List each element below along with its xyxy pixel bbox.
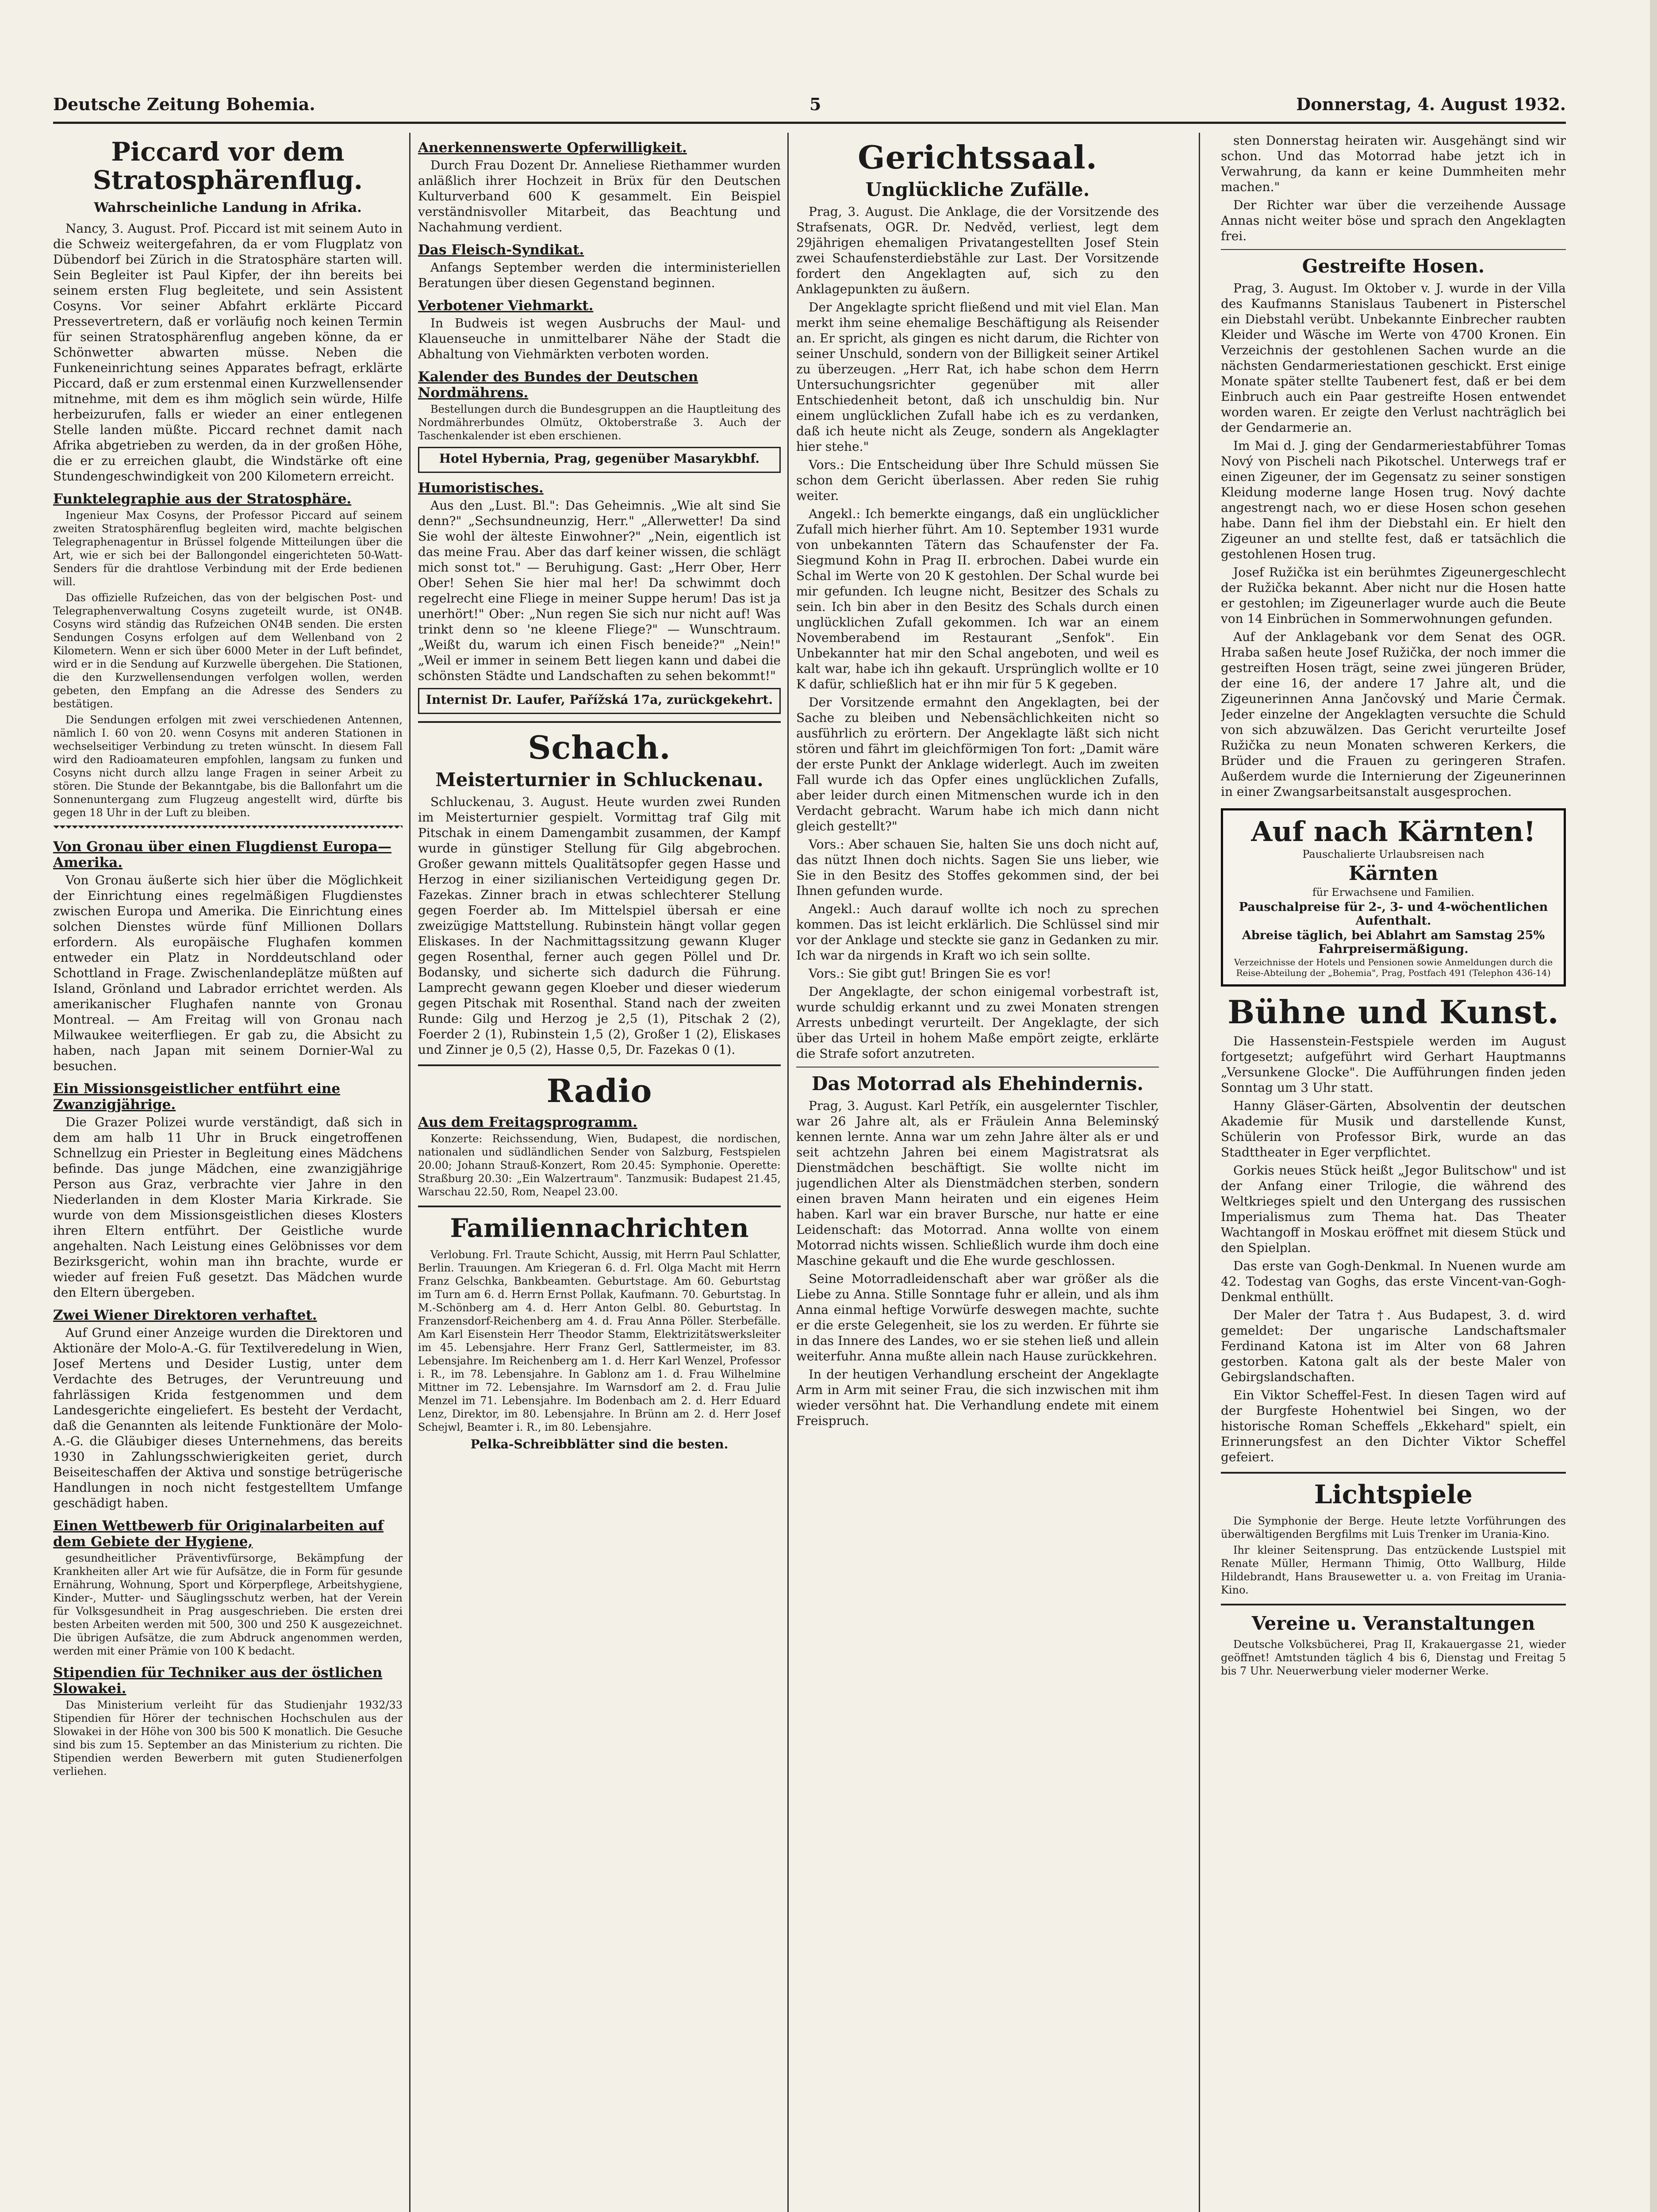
article-text: Prag, 3. August. Im Oktober v. J. wurde in der Villa des Kaufmanns Stanislaus Taubenert in Pisterschel ein Diebstahl verübt. Unbekannte Einbrecher raubten Kleider und Wäsche im Werte von 4700 Kronen. Ein Verzeichnis der gestohlenen Sachen wurde an die nächsten Gendarmeriestationen geschickt. Erst einige Monate später stellte Taubenert fest, daß er bei dem Einbruch auch ein Paar gestreifte Hosen entwendet worden waren. Er zeigte den Verlust nachträglich bei der Gendarmerie an. bbox=[1221, 281, 1566, 435]
article-text: Auf der Anklagebank vor dem Senat des OGR. Hraba saßen heute Josef Ružička, der noch immer die gestreiften Hosen trägt, seine zwei jüngeren Brüder, der eine 16, der andere 17 Jahre alt, und die Zigeunerinnen Anna Jančovský und Marie Čermak. Jeder einzelne der Angeklagten versuchte die Schuld von sich abzuwälzen. Das Gericht verurteilte Josef Ružička zu neun Monaten schweren Kerkers, die Brüder und die Frauen zu geringeren Strafen. Außerdem wurde die Internierung der Zigeunerinnen in einer Zwangsarbeitsanstalt ausgesprochen. bbox=[1221, 630, 1566, 799]
issue-date: Donnerstag, 4. August 1932. bbox=[1296, 94, 1566, 114]
article-text: Aus den „Lust. Bl.": Das Geheimnis. „Wie alt sind Sie denn?" „Sechsundneunzig, Herr." „Allerwetter! Da sind Sie wohl der älteste Einwohner?" „Nein, eigentlich ist das meine Frau. Aber das darf keiner wissen, die schlägt mich sonst tot." — Beruhigung. Gast: „Herr Ober, Herr Ober! Sehen Sie hier mal her! Da schwimmt doch regelrecht eine Fliege in meiner Suppe herum! Das ist ja unerhört!" Ober: „Nun regen Sie sich nur nicht auf! Was trinkt denn so 'ne kleene Fliege?" — Wunschtraum. „Weißt du, warum ich einen Fisch beneide?" „Nein!" „Weil er immer in seinem Bett liegen kann und dabei die schönsten Städte und Landschaften zu sehen bekommt!" bbox=[418, 498, 781, 683]
article-text: Verlobung. Frl. Traute Schicht, Aussig, mit Herrn Paul Schlatter, Berlin. Trauungen. Am Kriegeran 6. d. Frl. Olga Macht mit Herrn Franz Gelschka, Bankbeamten. Geburtstage. Am 60. Geburtstag im Turn am 6. d. Herrn Ernst Pollak, Kaufmann. 70. Geburtstag. In M.-Schönberg am 4. d. Herr Anton Gelbl. 80. Geburtstag. In Franzensdorf-Reichenberg am 4. d. Frau Anna Pöller. Sterbefälle. Am Karl Eisenstein Herr Theodor Stamm, Elektrizitätswerksleiter im 45. Lebensjahre. Herr Franz Gerl, Sattlermeister, im 83. Lebensjahre. Im Reichenberg am 1. d. Herr Karl Wenzel, Professor i. R., im 78. Lebensjahre. In Gablonz am 1. d. Frau Wilhelmine Mittner im 72. Lebensjahre. Im Warnsdorf am 2. d. Frau Julie Menzel im 71. Lebensjahre. Im Bodenbach am 2. d. Herr Eduard Lenz, Direktor, im 80. Lebensjahre. In Brünn am 2. d. Herr Josef Schejwl, Beamter i. R., im 80. Lebensjahre. bbox=[418, 1248, 781, 1433]
article-text: Prag, 3. August. Die Anklage, die der Vorsitzende des Strafsenats, OGR. Dr. Nedvěd, verliest, legt dem 29jährigen ehemaligen Privatangestellten Josef Stein zwei Schaufensterdiebstähle zur Last. Der Vorsitzende fordert den Angeklagten auf, sich zu den Anklagepunkten zu äußern. bbox=[796, 204, 1159, 296]
article-text: Vors.: Sie gibt gut! Bringen Sie es vor! bbox=[809, 966, 1051, 981]
advertisement bbox=[418, 447, 781, 473]
section-title-lichtspiele: Lichtspiele bbox=[1314, 1479, 1473, 1509]
article-text: Die Sendungen erfolgen mit zwei verschiedenen Antennen, nämlich I. 60 von 20. wenn Cosyns mit anderen Stationen in wechselseitiger Verbindung zu treten wünscht. In diesem Fall wird den Radioamateuren empfohlen, langsam zu funken und Cosyns nicht durch allzu lange Fragen in seiner Arbeit zu stören. Die Stunde der Bekanntgabe, bis die Ballonfahrt um die Sonnenuntergang zum Flugzeug angestellt wird, dürfte bis gegen 18 Uhr in der Luft zu bleiben. bbox=[53, 713, 403, 819]
article-text: Von Gronau äußerte sich hier über die Möglichkeit der Einrichtung eines regelmäßigen Flugdienstes zwischen Europa und Amerika. Die Einrichtung eines solchen Dienstes würde fünf Millionen Dollars erfordern. Als europäische Flughafen kommen entweder ein Platz in Norddeutschland oder Schottland in Frage. Zwischenlandeplätze müßten auf Island, Grönland und Labrador errichtet werden. Als amerikanischer Flughafen nannte von Gronau Montreal. — Am Freitag will von Gronau nach Milwaukee weiterfliegen. Er gab zu, die Absicht zu haben, nach Japan mit seinem Dornier-Wal zu besuchen. bbox=[53, 872, 403, 1073]
article-text: Der Maler der Tatra †. Aus Budapest, 3. d. wird gemeldet: Der ungarische Landschaftsmaler Ferdinand Katona ist im Alter von 68 Jahren gestorben. Katona galt als der beste Maler von Gebirgslandschaften. bbox=[1221, 1307, 1566, 1384]
advertisement-kaernten bbox=[1221, 808, 1566, 987]
section-rule bbox=[1221, 1604, 1566, 1605]
section-heading: Gestreifte Hosen. bbox=[1302, 255, 1485, 277]
subheadline: Wahrscheinliche Landung in Afrika. bbox=[94, 200, 362, 215]
section-heading: Zwei Wiener Direktoren verhaftet. bbox=[53, 1307, 317, 1323]
article-text: Josef Ružička ist ein berühmtes Zigeunergeschlecht der Ružička bekannt. Aber nicht nur die Hosen hatte er gestohlen; im Zigeunerlager wurde auch die Beute von 14 Einbrüchen in Sommerwohnungen gefunden. bbox=[1221, 565, 1566, 626]
article-text: Der Richter war über die verzeihende Aussage Annas nicht weiter böse und sprach den Angeklagten frei. bbox=[1221, 198, 1566, 243]
section-heading: Verbotener Viehmarkt. bbox=[418, 298, 594, 314]
section-heading: Unglückliche Zufälle. bbox=[865, 178, 1090, 200]
article-text: Seine Motorradleidenschaft aber war größer als die Liebe zu Anna. Stille Sonntage fuhr er allein, und als ihm Anna einmal heftige Vorwürfe deswegen machte, suchte er die erste Gelegenheit, sie los zu werden. Er führte sie in das Innere des Landes, wo er sie stehen ließ und allein weiterfuhr. Anna mußte allein nach Hause zurückkehren. bbox=[796, 1271, 1159, 1363]
section-title-family: Familiennachrichten bbox=[450, 1213, 749, 1244]
ad-text: Internist Dr. Laufer, Pařížská 17a, zurückgekehrt. bbox=[426, 692, 773, 707]
article-text: sten Donnerstag heiraten wir. Ausgehängt sind wir schon. Und das Motorrad habe jetzt ich in Verwahrung, da kann er keine Dummheiten mehr machen." bbox=[1221, 133, 1566, 194]
article-text: Anfangs September werden die interministeriellen Beratungen über diesen Gegenstand beginnen. bbox=[418, 260, 781, 290]
section-heading: Das Motorrad als Ehehindernis. bbox=[812, 1072, 1143, 1094]
article-text: Ein Viktor Scheffel-Fest. In diesen Tagen wird auf der Burgfeste Hohentwiel bei Singen, wo der historische Roman Scheffels „Ekkehard" spielt, ein Erinnerungsfest an den Dichter Viktor Scheffel gefeiert. bbox=[1221, 1387, 1566, 1464]
ad-fineprint: Verzeichnisse der Hotels und Pensionen sowie Anmeldungen durch die Reise-Abteilung der „Bohemia", Prag, Postfach 491 (Telephon 436-14) bbox=[1234, 957, 1553, 979]
article-text: Vors.: Die Entscheidung über Ihre Schuld müssen Sie schon dem Gericht überlassen. Aber reden Sie ruhig weiter. bbox=[796, 457, 1159, 503]
section-heading: Ein Missionsgeistlicher entführt eine Zwanzigjährige. bbox=[53, 1080, 341, 1113]
article-text: Prag, 3. August. Karl Petřík, ein ausgelernter Tischler, war 26 Jahre alt, als er Fräulein Anna Beleminský kennen lernte. Anna war um zehn Jahre älter als er und seit achtzehn Jahren bei einem Magistratsrat als Dienstmädchen beschäftigt. Sie wollte nicht im jugendlichen Alter als Dienstmädchen sterben, sondern einen braven Mann heiraten und ein eigenes Heim haben. Karl war ein braver Bursche, nur hatte er eine Leidenschaft: das Motorrad. Anna wollte von einem Motorrad nichts wissen. Schließlich wurde ihm doch eine Maschine gekauft und die Ehe wurde geschlossen. bbox=[796, 1098, 1159, 1268]
article-text: Ingenieur Max Cosyns, der Professor Piccard auf seinem zweiten Stratosphärenflug begleiten wird, machte belgischen Telegraphenagentur in Brüssel folgende Mitteilungen über die Art, wie er sich bei der Ballongondel eingerichteten 50-Watt-Senders für die drahtlose Verbindung mit der Erde bedienen will. bbox=[53, 509, 403, 588]
article-text: Der Angeklagte, der schon einigemal vorbestraft ist, wurde schuldig erkannt und zu zwei Monaten strengen Arrests unbedingt verurteilt. Der Angeklagte, der sich über das Urteil in hohem Maße empört zeigte, erklärte die Strafe sofort anzutreten. bbox=[796, 984, 1159, 1061]
article-text: Das erste van Gogh-Denkmal. In Nuenen wurde am 42. Todestag van Goghs, das erste Vincent-van-Gogh-Denkmal enthüllt. bbox=[1221, 1258, 1566, 1304]
article-text: Nancy, 3. August. Prof. Piccard ist mit seinem Auto in die Schweiz weitergefahren, da er vom Flugplatz von Dübendorf bei Zürich in die Stratosphäre starten will. Sein Begleiter ist Paul Kipfer, der ihn bereits bei seinem ersten Flug begleitete, und sein Assistent Cosyns. Vor seiner Abfahrt erklärte Piccard Pressevertretern, daß er vorläufig noch keinen Termin für seinen Stratosphärenflug angeben könne, da er Schönwetter abwarten müsse. Neben die Funkeneinrichtung seines Apparates befragt, erklärte Piccard, daß er zum erstenmal einen Kurzwellensender mitnehme, mit dem es ihm möglich sein würde, Hilfe herbeizurufen, falls er wieder an einer entlegenen Stelle landen müßte. Piccard rechnet damit nach Afrika abgetrieben zu werden, da in der großen Höhe, die er zu erreichen glaubt, die Windstärke oft eine Stundengeschwindigkeit von 200 Kilometern erreicht. bbox=[53, 221, 403, 484]
section-heading: Stipendien für Techniker aus der östlichen Slowakei. bbox=[53, 1664, 383, 1697]
decorative-divider bbox=[53, 826, 403, 832]
article-text: Schluckenau, 3. August. Heute wurden zwei Runden im Meisterturnier gespielt. Vormittag traf Gilg mit Pitschak in einem Damengambit zusammen, der Kampf wurde in günstiger Stellung für Gilg abgebrochen. Großer gewann mittels Qualitätsopfer gegen Hasse und Herzog in einer sizilianischen Verteidigung gegen Dr. Fazekas. Zinner brach in etwas schlechterer Stellung gegen Foerder ab. Im Mittelspiel übersah er eine zweizügige Mattstellung. Rubinstein hängt vollar gegen Eliskases. In der Nachmittagssitzung gewann Kluger gegen Rosenthal, ferner auch gegen Pöllel und Dr. Bodansky, und sicherte sich dadurch die Führung. Lamprecht gewann gegen Kloeber und dieser wiederum gegen Pitschak mit Rosenthal. Stand nach der zweiten Runde: Gilg und Herzog je 2,5 (1), Pitschak 2 (2), Foerder 2 (1), Rubinstein 1,5 (2), Großer 1 (2), Eliskases und Zinner je 0,5 (2), Hasse 0,5, Dr. Fazekas 0 (1). bbox=[418, 794, 781, 1057]
section-rule bbox=[418, 1064, 781, 1066]
article-text: Im Mai d. J. ging der Gendarmeriestabführer Tomas Nový von Pischeli nach Pikotschel. Unterwegs traf er einen Zigeuner, der im Gegensatz zu seiner sonstigen Kleidung moderne lange Hosen trug. Nový dachte angestrengt nach, wo er diese Hosen schon gesehen habe. Dann fiel ihm der Diebstahl ein. Er hielt den Zigeuner an und stellte fest, daß er tatsächlich die gestohlenen Hosen trug. bbox=[1221, 438, 1566, 561]
article-text: Das Ministerium verleiht für das Studienjahr 1932/33 Stipendien für Hörer der technischen Hochschulen aus der Slowakei in der Höhe von 300 bis 500 K monatlich. Die Gesuche sind bis zum 15. September an das Ministerium zu richten. Die Stipendien werden Bewerbern mit guten Studienerfolgen verliehen. bbox=[53, 1698, 403, 1778]
article-text: In der heutigen Verhandlung erscheint der Angeklagte Arm in Arm mit seiner Frau, die sich inzwischen mit ihm wieder versöhnt hat. Die Verhandlung endete mit einem Freispruch. bbox=[796, 1367, 1159, 1428]
closing-line: Pelka-Schreibblätter sind die besten. bbox=[470, 1436, 729, 1452]
section-heading: Von Gronau über einen Flugdienst Europa—Amerika. bbox=[53, 838, 392, 871]
section-heading: Funktelegraphie aus der Stratosphäre. bbox=[53, 491, 352, 507]
ad-text: Hotel Hybernia, Prag, gegenüber Masarykbhf. bbox=[439, 451, 760, 466]
section-title-schach: Schach. bbox=[528, 729, 671, 766]
column-3 bbox=[796, 133, 1159, 2212]
article-text: Angekl.: Auch darauf wollte ich noch zu sprechen kommen. Das ist leicht erklärlich. Die Schlüssel sind mir vor der Anklage und steckte sie ganz in Gedanken zu mir. Ich war da nirgends in Kraft wo ich sein sollte. bbox=[796, 901, 1159, 963]
article-text: Der Vorsitzende ermahnt den Angeklagten, bei der Sache zu bleiben und Nebensächlichkeiten nicht so ausführlich zu erörtern. Der Angeklagte läßt sich nicht stören und fährt im gleichförmigen Ton fort: „Damit wäre der erste Punkt der Anklage widerlegt. Auch im zweiten Fall wurde ich das Opfer eines unglücklichen Zufalls, aber leider durch einen Mitmenschen wurde ich in den Verdacht gebracht. Warum habe ich mich dann nicht gleich gestellt?" bbox=[796, 695, 1159, 833]
article-text: Auf Grund einer Anzeige wurden die Direktoren und Aktionäre der Molo-A.-G. für Textilveredelung in Wien, Josef Mertens und Desider Lustig, unter dem Verdachte des Betruges, der Veruntreuung und fahrlässigen Krida festgenommen und dem Landesgerichte eingeliefert. Es besteht der Verdacht, daß die Genannten als leitende Funktionäre der Molo-A.-G. die Gläubiger dieses Unternehmens, das bereits 1930 in Zahlungsschwierigkeiten geriet, durch Beiseiteschaffen der Aktiva und sonstige betrügerische Handlungen in noch nicht festgestelltem Umfange geschädigt haben. bbox=[53, 1325, 403, 1510]
section-heading: Anerkennenswerte Opferwilligkeit. bbox=[418, 140, 687, 156]
article-text: Die Grazer Polizei wurde verständigt, daß sich in dem am halb 11 Uhr in Bruck eingetroffenen Schnellzug ein Priester in Begleitung eines Mädchens befinde. Das junge Mädchen, eine zwanzigjährige Person aus Graz, verbrachte vier Jahre in den Niederlanden in dem Kloster Maria Kirkrade. Sie wurde von dem Missionsgeistlichen dieses Klosters ihren Eltern entführt. Der Geistliche wurde angehalten. Nach Leistung eines Gelöbnisses vor dem Bezirksgericht, wohin man ihn brachte, wurde er wieder auf freien Fuß gesetzt. Das Mädchen wurde den Eltern übergeben. bbox=[53, 1114, 403, 1300]
article-text: Vors.: Aber schauen Sie, halten Sie uns doch nicht auf, das nützt Ihnen doch nichts. Sagen Sie uns lieber, wie Sie in den Besitz des Stoffes gekommen sind, der bei Ihnen gefunden wurde. bbox=[796, 837, 1159, 898]
article-text: Ihr kleiner Seitensprung. Das entzückende Lustspiel mit Renate Müller, Hermann Thimig, Otto Wallburg, Hilde Hildebrandt, Hans Brausewetter u. a. von Freitag im Urania-Kino. bbox=[1221, 1544, 1566, 1596]
advertisement bbox=[418, 688, 781, 714]
column-divider bbox=[787, 133, 789, 2212]
headline-piccard: Piccard vor dem Stratosphärenflug. bbox=[93, 137, 363, 195]
column-2 bbox=[418, 133, 781, 2212]
ad-line: für Erwachsene und Familien. bbox=[1312, 886, 1475, 899]
ad-title: Auf nach Kärnten! bbox=[1251, 815, 1536, 848]
section-rule bbox=[418, 1206, 781, 1207]
section-title-radio: Radio bbox=[546, 1071, 652, 1110]
ad-line: Pauschalpreise für 2-, 3- und 4-wöchentlichen Aufenthalt. bbox=[1239, 900, 1548, 928]
section-title-vereine: Vereine u. Veranstaltungen bbox=[1251, 1612, 1535, 1634]
section-rule bbox=[1221, 1472, 1566, 1474]
column-divider bbox=[409, 133, 410, 2212]
section-rule bbox=[796, 1067, 1159, 1068]
section-rule bbox=[1221, 249, 1566, 250]
ad-line: Pauschalierte Urlaubsreisen nach bbox=[1302, 848, 1484, 861]
article-text: In Budweis ist wegen Ausbruchs der Maul- und Klauenseuche in unmittelbarer Nähe der Stadt die Abhaltung von Viehmärkten verboten worden. bbox=[418, 316, 781, 361]
scan-edge bbox=[1650, 0, 1657, 2212]
article-text: Deutsche Volksbücherei, Prag II, Krakauergasse 21, wieder geöffnet! Amtstunden täglich 4 bis 6, Dienstag und Freitag 5 bis 7 Uhr. Neuerwerbung vieler moderner Werke. bbox=[1221, 1638, 1566, 1677]
article-text: Gorkis neues Stück heißt „Jegor Bulitschow" und ist der Anfang einer Trilogie, die während des Weltkrieges spielt und den Untergang des russischen Imperialismus zum Thema hat. Das Theater Wachtangoff in Moskau eröffnet mit diesem Stück und den Spielplan. bbox=[1221, 1163, 1566, 1255]
section-heading: Kalender des Bundes der Deutschen Nordmährens. bbox=[418, 369, 698, 401]
article-text: Konzerte: Reichssendung, Wien, Budapest, die nordischen, nationalen und südländlichen Sender von Salzburg, Festspielen 20.00; Johann Strauß-Konzert, Rom 20.45: Symphonie. Operette: Straßburg 20.30: „Ein Walzertraum". Tanzmusik: Budapest 21.45, Warschau 22.50, Rom, Neapel 23.00. bbox=[418, 1133, 781, 1198]
section-title-gerichtssaal: Gerichtssaal. bbox=[858, 138, 1097, 176]
masthead bbox=[53, 91, 1566, 124]
ad-destination: Kärnten bbox=[1348, 862, 1438, 885]
article-text: Angekl.: Ich bemerkte eingangs, daß ein unglücklicher Zufall mich hierher führt. Am 10. September 1931 wurde von unbekannten Tätern das Schaufenster der Fa. Siegmund Kohn in Prag II. erbrochen. Dabei wurde ein Schal im Werte von 20 K gestohlen. Der Schal wurde bei mir gefunden. Ich leugne nicht, Besitzer des Schals zu sein. Ich bin aber in den Besitz des Schals durch einen unglücklichen Zufall gekommen. Ich war an einem Novemberabend im Restaurant „Senfok". Ein Unbekannter hat mir den Schal angeboten, und weil es kalt war, habe ich ihn gekauft. Ursprünglich wollte er 10 K dafür, schließlich hat er ihn mir für 5 K gegeben. bbox=[796, 506, 1159, 691]
column-divider bbox=[1199, 133, 1200, 2212]
section-rule bbox=[418, 721, 781, 723]
section-heading: Meisterturnier in Schluckenau. bbox=[435, 768, 763, 791]
section-heading: Aus dem Freitagsprogramm. bbox=[418, 1114, 637, 1131]
article-text: gesundheitlicher Präventivfürsorge, Bekämpfung der Krankheiten aller Art wie für Aufsätze, die in Form für gesunde Ernährung, Wohnung, Sport und Körperpflege, Arbeitshygiene, Kinder-, Mutter- und Säuglingsschutz werben, hat der Verein für Volksgesundheit in Prag ausgeschrieben. Die ersten drei besten Arbeiten werden mit 500, 300 und 250 K ausgezeichnet. Die übrigen Aufsätze, die zum Abdruck angenommen werden, werden mit einer Prämie von 100 K bedacht. bbox=[53, 1551, 403, 1657]
article-text: Durch Frau Dozent Dr. Anneliese Riethammer wurden anläßlich ihrer Hochzeit in Brüx für den Deutschen Kulturverband 600 K gesammelt. Ein Beispiel verständnisvoller Mitarbeit, das Beachtung und Nachahmung verdient. bbox=[418, 158, 781, 234]
page-number: 5 bbox=[809, 94, 821, 114]
section-heading: Humoristisches. bbox=[418, 480, 544, 496]
section-heading: Das Fleisch-Syndikat. bbox=[418, 242, 584, 258]
article-text: Die Symphonie der Berge. Heute letzte Vorführungen des überwältigenden Bergfilms mit Luis Trenker im Urania-Kino. bbox=[1221, 1514, 1566, 1540]
column-1 bbox=[53, 133, 403, 2212]
article-text: Der Angeklagte spricht fließend und mit viel Elan. Man merkt ihm seine ehemalige Beschäftigung als Reisender an. Er spricht, als gingen es nicht darum, die Richter von seiner Unschuld, sondern von der Billigkeit seiner Artikel zu überzeugen. „Herr Rat, ich habe schon dem Herrn Untersuchungsrichter gegenüber mit aller Entschiedenheit betont, daß ich unschuldig bin. Nur einem unglücklichen Zufall habe ich es zu verdanken, daß ich heute nicht als Zeuge, sondern als Angeklagter hier stehe." bbox=[796, 300, 1159, 454]
newspaper-name: Deutsche Zeitung Bohemia. bbox=[53, 94, 315, 114]
article-text: Das offizielle Rufzeichen, das von der belgischen Post- und Telegraphenverwaltung Cosyns zugeteilt wurde, ist ON4B. Cosyns wird ständig das Rufzeichen ON4B senden. Die ersten Sendungen Cosyns erfolgen auf dem Wellenband von 2 Kilometern. Wenn er sich über 6000 Meter in der Luft befindet, wird er in die Sendung auf Kurzwelle übergehen. Die Stationen, die den Kurzwellensendungen verfolgen wollen, werden gebeten, den Empfang an die Adresse des Senders zu bestätigen. bbox=[53, 591, 403, 710]
article-text: Hanny Gläser-Gärten, Absolventin der deutschen Akademie für Musik und darstellende Kunst, Schülerin von Professor Birk, wurde an das Stadttheater in Eger verpflichtet. bbox=[1221, 1098, 1566, 1160]
section-title-buehne: Bühne und Kunst. bbox=[1227, 993, 1559, 1031]
article-text: Die Hassenstein-Festspiele werden im August fortgesetzt; aufgeführt wird Gerhart Hauptmanns „Versunkene Glocke". Die Aufführungen finden jeden Sonntag um 3 Uhr statt. bbox=[1221, 1033, 1566, 1095]
column-4 bbox=[1221, 133, 1566, 2212]
article-text: Bestellungen durch die Bundesgruppen an die Hauptleitung des Nordmährerbundes Olmütz, Oktoberstraße 3. Auch der Taschenkalender ist eben erschienen. bbox=[418, 403, 781, 442]
section-heading: Einen Wettbewerb für Originalarbeiten auf dem Gebiete der Hygiene, bbox=[53, 1517, 384, 1550]
ad-line: Abreise täglich, bei Ablahrt am Samstag 25% Fahrpreisermäßigung. bbox=[1242, 929, 1545, 956]
